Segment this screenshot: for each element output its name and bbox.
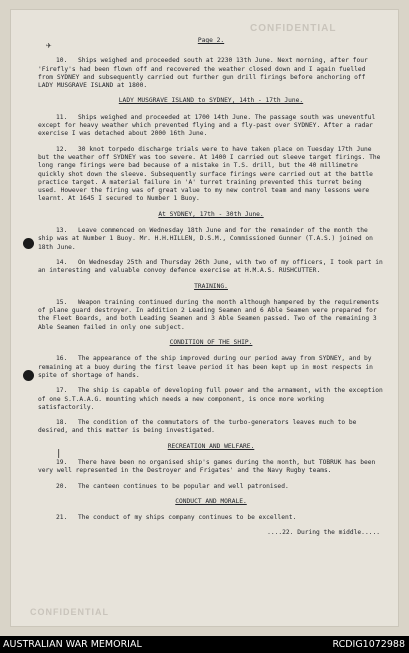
paragraph <box>38 419 384 436</box>
archive-footer-bar <box>0 636 409 653</box>
paragraph-text: There have been no organised ship's games during the month, but TOBRUK has been very well represented in the Destroyer and Frigates' and the Navy Rugby teams. <box>38 458 376 475</box>
document-page <box>10 9 399 627</box>
paragraph <box>38 483 384 491</box>
page-number: Page 2. <box>197 37 225 44</box>
paragraph-text: The conduct of my ships company continues to be excellent. <box>78 514 297 522</box>
paragraph-text: Weapon training continued during the month although hampered by the requirements of plane guard destroyer. In addition 2 Leading Seamen and 6 Able Seamen were prepared for the Fleet Boards, and both Leading Seamen and 3 Able Seamen passed. Two of the remaining 3 Able Seamen failed in only one subject. <box>38 298 380 331</box>
paragraph-text: 30 knot torpedo discharge trials were to have taken place on Tuesday 17th June but the weather off SYDNEY was too severe. At 1400 I carried out sleeve target firings. The long range firings were bad because of a mistake in T.S. drill, but the 40 millimetre quickly shot down the sleeve. Subsequently surface firings were carried out at the battle practice target. A material failure in 'A' turret training prevented this turret being used. However the firing was of great value to my new control team and many lessons were learnt. At 1645 I secured to Number 1 Buoy. <box>38 145 381 203</box>
paragraph <box>38 387 384 412</box>
document-body <box>38 37 384 538</box>
section-heading: CONDUCT AND MORALE. <box>175 497 247 505</box>
section-heading: At SYDNEY, 17th - 30th June. <box>158 210 264 218</box>
paragraph-number: 17. <box>56 387 68 395</box>
paragraph <box>38 259 384 276</box>
document-sections <box>38 57 384 522</box>
paragraph <box>38 57 384 90</box>
paragraph-number: 21. <box>56 514 68 522</box>
paragraph-number: 18. <box>56 419 68 427</box>
paragraph-number: 20. <box>56 482 68 490</box>
paragraph-text: On Wednesday 25th and Thursday 26th June, with two of my officers, I took part in an interesting and valuable convoy defence exercise at H.M.A.S. RUSHCUTTER. <box>38 258 383 275</box>
paragraph <box>38 459 384 476</box>
paragraph-number: 10. <box>56 57 68 65</box>
paragraph-text: The ship is capable of developing full power and the armament, with the exception of one S.T.A.A.G. mounting which needs a new component, is once more working satisfactorily. <box>38 387 383 411</box>
paragraph <box>38 355 384 380</box>
paragraph-text: The canteen continues to be popular and well patronised. <box>78 482 289 490</box>
paragraph-text: Ships weighed and proceeded south at 2230 13th June. Next morning, after four 'Firefly's had been flown off and recovered the weather closed down and I again fuelled from SYDNEY and subsequently carried out further gun drill firings before anchoring off LADY MUSGRAVE ISLAND at 1800. <box>38 57 368 90</box>
punch-hole-upper <box>23 238 34 249</box>
archive-name: AUSTRALIAN WAR MEMORIAL <box>3 639 142 650</box>
confidential-stamp-bottom: CONFIDENTIAL <box>30 607 109 617</box>
paragraph-number: 12. <box>56 145 68 153</box>
section-heading: TRAINING. <box>194 282 228 290</box>
paragraph-number: 13. <box>56 227 68 235</box>
paragraph-number: 11. <box>56 113 68 121</box>
section-heading: RECREATION AND WELFARE. <box>167 442 255 450</box>
section-heading: LADY MUSGRAVE ISLAND to SYDNEY, 14th - 17th June. <box>118 97 304 105</box>
paragraph <box>38 227 384 252</box>
paragraph-text: The appearance of the ship improved during our period away from SYDNEY, and by remaining at a buoy during the first leave period it has been kept up in most respects in spite of shortage of hands. <box>38 355 373 379</box>
paragraph <box>38 514 384 522</box>
paragraph-number: 16. <box>56 355 68 363</box>
confidential-stamp-top: CONFIDENTIAL <box>250 23 337 34</box>
section-heading: CONDITION OF THE SHIP. <box>169 339 253 347</box>
paragraph-number: 19. <box>56 458 68 466</box>
paragraph-text: The condition of the commutators of the turbo-generators leaves much to be desired, and this matter is being investigated. <box>38 419 357 435</box>
paragraph-number: 15. <box>56 298 68 306</box>
paragraph <box>38 146 384 204</box>
pen-mark-icon: ✈ <box>46 41 52 51</box>
paragraph <box>38 299 384 332</box>
paragraph <box>38 114 384 139</box>
paragraph-text: Leave commenced on Wednesday 18th June and for the remainder of the month the ship was at Number 1 Buoy. Mr. H.H.HILLEN, D.S.M., Commissioned Gunner (T.A.S.) joined on 18th June. <box>38 227 373 251</box>
record-id: RCDIG1072988 <box>332 639 405 650</box>
punch-hole-lower <box>23 370 34 381</box>
paragraph-number: 14. <box>56 258 68 266</box>
paragraph-text: Ships weighed and proceeded at 1700 14th June. The passage south was uneventful except for heavy weather which prevented flying and a fly-past over SYDNEY. After a radar exercise I was detached about 2000 16th June. <box>38 113 376 138</box>
margin-tick-icon: | <box>56 449 62 459</box>
continuation-line: ....22. During the middle..... <box>267 529 380 537</box>
